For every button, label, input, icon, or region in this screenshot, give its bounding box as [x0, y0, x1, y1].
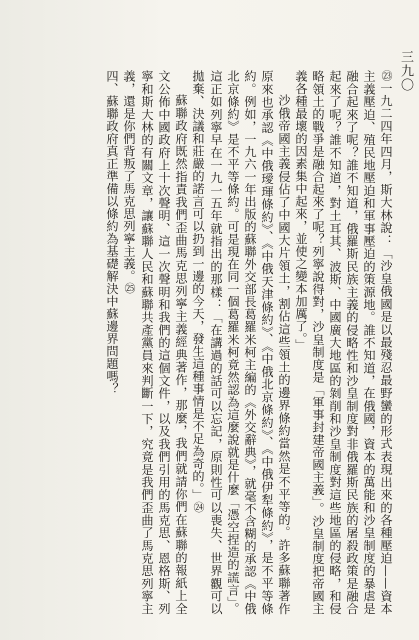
paragraph-text: 沙俄帝國主義侵佔了中國大片領土，割佔這些領土的邊界條約當然是不平等的。許多蘇聯著作原來也承認《中俄璦琿條約》、《中俄天津條約》、《中俄北京條約》、《中俄伊犁條約》，是不平等條約。例如，一九六一年出版的蘇聯外交部長葛羅米柯主編的《外交辭典》，就毫不含糊的承認《中俄北京條約》是不平等條約。可是現在同一個葛羅米柯竟然認為這麼說就是什麼「憑空捏造的謊言」。這正如列寧早在一九一五年就指出的那樣：「在講過的話可以忘記，原則性可以喪失、世界觀可以拋棄、決議和莊嚴的諾言可以扔到一邊的今天，發生這種事情是不足為奇的。」: [191, 70, 291, 615]
footnote-marker: ㉔: [192, 501, 205, 513]
section-heading: 四、蘇聯政府真正準備以條約為基礎解決中蘇邊界問題嗎？: [105, 70, 119, 395]
paragraph-text: 蘇聯政府既然指責我們歪曲馬克思列寧主義經典著作，那麼，我們就請你們在蘇聯的報紙上全文公佈中國政府上十次聲明、這一次聲明和我們的這個文件，以及我們引用的馬克思、恩格斯、列寧和斯大林的有關文章，讓蘇聯人民和蘇聯共產黨員來判斷一下，究竟是我們歪曲了馬克思列寧主義，還是你們背叛了馬克思列寧主義。: [122, 70, 188, 615]
body-text: [27, 70, 395, 615]
footnote-marker: ㉓: [380, 70, 393, 82]
paragraph-publication-request: [120, 70, 189, 615]
paragraph-treaties: [189, 70, 292, 615]
paragraph-text: 一九二四年四月，斯大林說：「沙皇俄國是以最殘忍最野蠻的形式表現出來的各種壓迫——資本主義壓迫、殖民地壓迫和軍事壓迫的策源地。誰不知道，在俄國，資本的萬能和沙皇制度的暴虐是融合起來了呢？誰不知道，俄羅斯民族主義的侵略性和沙皇制度對非俄羅斯民族的屠殺政策是融合起來了呢？誰不知道，對土耳其、波斯、中國廣大地區的剝削和沙皇制度對這些地區的侵略，和侵略領土的戰爭是融合起來了呢？列寧說得對，沙皇制度是「軍事封建帝國主義」。沙皇制度把帝國主義各種最壞的因素集中起來，並使之變本加厲了。」: [294, 70, 393, 615]
page-number: 三九〇: [398, 50, 413, 92]
paragraph-stalin-quote: [292, 70, 395, 615]
footnote-marker: ㉕: [123, 282, 136, 294]
